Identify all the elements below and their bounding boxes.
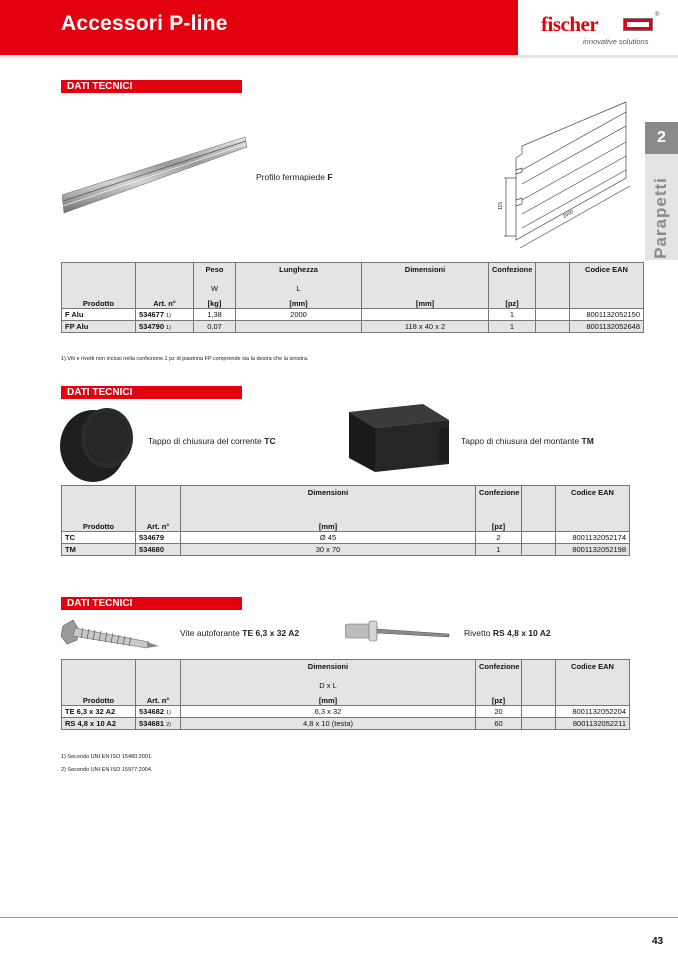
th-peso: Peso bbox=[194, 263, 236, 281]
th-unit-pz: [pz] bbox=[489, 297, 536, 309]
th bbox=[522, 520, 556, 532]
chapter-number: 2 bbox=[645, 122, 678, 154]
table-row bbox=[62, 718, 630, 730]
th bbox=[62, 678, 136, 694]
cell-dimensioni: 4,8 x 10 (testa) bbox=[181, 718, 476, 730]
screw-te-caption: Vite autoforante TE 6,3 x 32 A2 bbox=[180, 628, 300, 638]
table-row bbox=[62, 544, 630, 556]
cell-art: 534681 2) bbox=[136, 718, 181, 730]
table-row bbox=[62, 321, 644, 333]
th bbox=[522, 486, 556, 504]
cell-dimensioni: 6,3 x 32 bbox=[181, 706, 476, 718]
th-unit-mm: [mm] bbox=[181, 520, 476, 532]
rivet-rs-photo bbox=[345, 620, 451, 644]
th bbox=[136, 486, 181, 504]
cell-peso: 0,07 bbox=[194, 321, 236, 333]
table-row bbox=[62, 532, 630, 544]
th bbox=[62, 263, 136, 281]
cell-ean: 8001132052174 bbox=[556, 532, 630, 544]
th-dimensioni: Dimensioni bbox=[362, 263, 489, 281]
table-row bbox=[62, 706, 630, 718]
cap-tc-photo bbox=[59, 404, 137, 484]
th-prodotto: Prodotto bbox=[62, 297, 136, 309]
logo-tagline: innovative solutions bbox=[583, 37, 649, 46]
cell-lunghezza: 2000 bbox=[236, 309, 362, 321]
fischer-logo bbox=[541, 12, 661, 48]
cell-prodotto: TC bbox=[62, 532, 136, 544]
th-prodotto: Prodotto bbox=[62, 520, 136, 532]
cell-confezione: 60 bbox=[476, 718, 522, 730]
cell-dimensioni bbox=[362, 309, 489, 321]
drawing-height-label: 115 bbox=[498, 202, 504, 210]
th bbox=[536, 263, 570, 281]
cell-ean: 8001132052150 bbox=[570, 309, 644, 321]
footer-divider bbox=[0, 917, 678, 918]
table-profile-f bbox=[61, 262, 644, 333]
section3-title-bar: DATI TECNICI bbox=[61, 597, 242, 610]
th-confezione: Confezione bbox=[476, 486, 522, 504]
cell-ean: 8001132052204 bbox=[556, 706, 630, 718]
cell-prodotto: TM bbox=[62, 544, 136, 556]
cell-dimensioni: Ø 45 bbox=[181, 532, 476, 544]
cell-dimensioni: 118 x 40 x 2 bbox=[362, 321, 489, 333]
cell-confezione: 1 bbox=[476, 544, 522, 556]
page-header bbox=[0, 0, 678, 55]
logo-registered-mark: ® bbox=[655, 12, 660, 18]
th bbox=[476, 678, 522, 694]
logo-emblem-icon bbox=[623, 18, 653, 31]
profile-f-technical-drawing bbox=[498, 98, 638, 250]
th bbox=[536, 297, 570, 309]
footnote: 1) Secondo UNI EN ISO 15480:2001. bbox=[61, 754, 153, 760]
th-symbol-l: L bbox=[236, 281, 362, 297]
page-title: Accessori P-line bbox=[61, 12, 228, 35]
th bbox=[570, 297, 644, 309]
th bbox=[522, 694, 556, 706]
cell-confezione: 20 bbox=[476, 706, 522, 718]
cell-lunghezza bbox=[236, 321, 362, 333]
chapter-side-tab bbox=[645, 122, 678, 260]
cell-ean: 8001132052648 bbox=[570, 321, 644, 333]
table-row bbox=[62, 309, 644, 321]
section1-title-bar: DATI TECNICI bbox=[61, 80, 242, 93]
th bbox=[136, 660, 181, 678]
th bbox=[522, 660, 556, 678]
th-unit-kg: [kg] bbox=[194, 297, 236, 309]
footnote: 2) Secondo UNI EN ISO 15977:2004. bbox=[61, 767, 153, 773]
th-art-n: Art. n° bbox=[136, 694, 181, 706]
cell-peso: 1,38 bbox=[194, 309, 236, 321]
cell-empty bbox=[522, 544, 556, 556]
drawing-length-label: 2000 bbox=[562, 208, 575, 220]
cap-tm-photo bbox=[343, 402, 453, 474]
th-unit-pz: [pz] bbox=[476, 694, 522, 706]
th-dimensioni: Dimensioni bbox=[181, 486, 476, 504]
th-unit-mm: [mm] bbox=[236, 297, 362, 309]
cell-prodotto: TE 6,3 x 32 A2 bbox=[62, 706, 136, 718]
th-codice-ean: Codice EAN bbox=[556, 660, 630, 678]
cell-confezione: 1 bbox=[489, 309, 536, 321]
cell-dimensioni: 30 x 70 bbox=[181, 544, 476, 556]
th-confezione: Confezione bbox=[489, 263, 536, 281]
th-symbol-w: W bbox=[194, 281, 236, 297]
cell-confezione: 2 bbox=[476, 532, 522, 544]
th-prodotto: Prodotto bbox=[62, 694, 136, 706]
th bbox=[362, 281, 489, 297]
th-art-n: Art. n° bbox=[136, 520, 181, 532]
rivet-rs-caption: Rivetto RS 4,8 x 10 A2 bbox=[464, 628, 551, 638]
th-unit-mm: [mm] bbox=[362, 297, 489, 309]
th bbox=[556, 694, 630, 706]
th-codice-ean: Codice EAN bbox=[570, 263, 644, 281]
profile-f-photo bbox=[62, 133, 248, 217]
cell-empty bbox=[522, 706, 556, 718]
cap-tm-caption: Tappo di chiusura del montante TM bbox=[461, 436, 594, 446]
cell-ean: 8001132052198 bbox=[556, 544, 630, 556]
cap-tc-caption: Tappo di chiusura del corrente TC bbox=[148, 436, 276, 446]
cell-confezione: 1 bbox=[489, 321, 536, 333]
cell-empty bbox=[536, 309, 570, 321]
th bbox=[136, 678, 181, 694]
cell-art: 534679 bbox=[136, 532, 181, 544]
th-lunghezza: Lunghezza bbox=[236, 263, 362, 281]
cell-prodotto: RS 4,8 x 10 A2 bbox=[62, 718, 136, 730]
th bbox=[570, 281, 644, 297]
cell-ean: 8001132052211 bbox=[556, 718, 630, 730]
th bbox=[556, 678, 630, 694]
cell-empty bbox=[522, 718, 556, 730]
cell-prodotto: F Alu bbox=[62, 309, 136, 321]
cell-empty bbox=[536, 321, 570, 333]
th-art-n: Art. n° bbox=[136, 297, 194, 309]
table-caps bbox=[61, 485, 630, 556]
th-unit-pz: [pz] bbox=[476, 520, 522, 532]
th bbox=[62, 660, 136, 678]
profile-f-caption: Profilo fermapiede F bbox=[256, 172, 333, 182]
screw-te-photo bbox=[61, 616, 161, 652]
th-confezione: Confezione bbox=[476, 660, 522, 678]
th bbox=[136, 281, 194, 297]
chapter-label: Parapetti bbox=[651, 177, 670, 259]
cell-art: 534680 bbox=[136, 544, 181, 556]
cell-empty bbox=[522, 532, 556, 544]
header-divider bbox=[0, 55, 678, 58]
th bbox=[556, 520, 630, 532]
th bbox=[136, 263, 194, 281]
section2-title-bar: DATI TECNICI bbox=[61, 386, 242, 399]
footnote: 1) Viti e rivetti non inclusi nella confezione.1 pz di piastrina FP comprende sia la destra che la sinistra. bbox=[61, 356, 309, 362]
cell-art: 534790 1) bbox=[136, 321, 194, 333]
page-number: 43 bbox=[652, 936, 664, 947]
th bbox=[489, 281, 536, 297]
cell-art: 534677 1) bbox=[136, 309, 194, 321]
th-unit-mm: [mm] bbox=[181, 694, 476, 706]
th bbox=[62, 486, 136, 504]
table-fasteners bbox=[61, 659, 630, 730]
logo-wordmark: fischer bbox=[541, 12, 599, 36]
th-symbol-dxl: D x L bbox=[181, 678, 476, 694]
th-codice-ean: Codice EAN bbox=[556, 486, 630, 504]
th bbox=[536, 281, 570, 297]
th bbox=[522, 678, 556, 694]
th-dimensioni: Dimensioni bbox=[181, 660, 476, 678]
cell-art: 534682 1) bbox=[136, 706, 181, 718]
th bbox=[62, 281, 136, 297]
cell-prodotto: FP Alu bbox=[62, 321, 136, 333]
